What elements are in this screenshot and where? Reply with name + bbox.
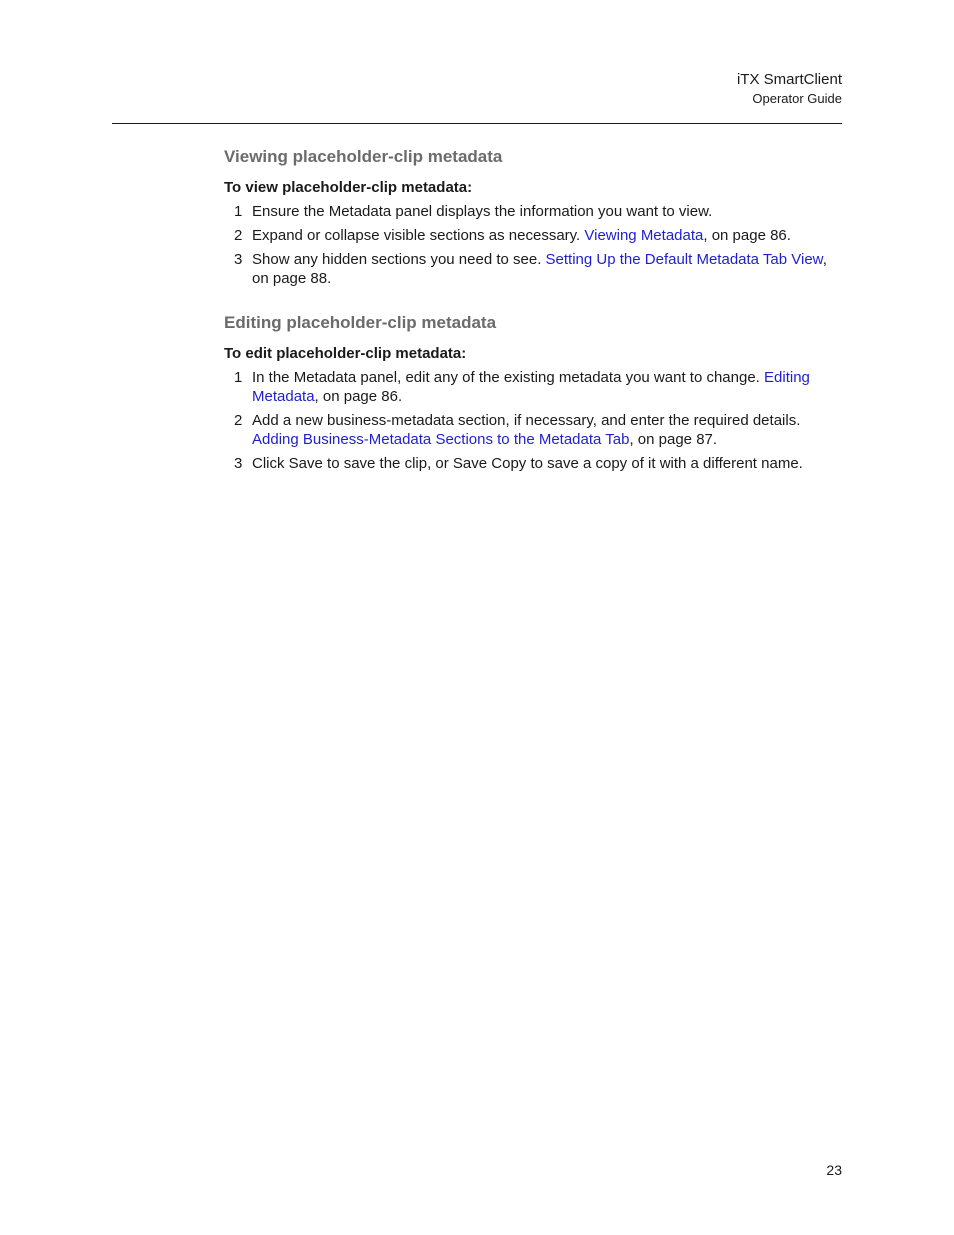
step-text-after: , on page 87. — [629, 431, 718, 448]
page-header — [737, 70, 842, 108]
step-text-after: , on page 88. — [252, 251, 827, 287]
step-text-after: , on page 86. — [314, 388, 403, 405]
step-number: 1 — [234, 369, 243, 386]
step-item — [224, 368, 842, 406]
header-rule — [112, 123, 842, 124]
step-text: Expand or collapse visible sections as necessary. — [252, 227, 585, 244]
step-number: 2 — [234, 412, 243, 429]
step-item — [224, 454, 842, 473]
section-viewing — [224, 145, 842, 288]
step-list — [224, 202, 842, 288]
step-text: In the Metadata panel, edit any of the existing metadata you want to change. — [252, 369, 765, 386]
step-item — [224, 411, 842, 449]
page-number: 23 — [826, 1162, 842, 1178]
link-default-metadata-tab-view[interactable]: Setting Up the Default Metadata Tab View — [545, 251, 823, 268]
step-number: 3 — [234, 455, 243, 472]
section-editing — [224, 311, 842, 473]
step-list — [224, 368, 842, 473]
step-item — [224, 226, 842, 245]
step-text: Show any hidden sections you need to see. — [252, 251, 546, 268]
guide-name: Operator Guide — [752, 91, 842, 106]
link-adding-business-metadata[interactable]: Adding Business-Metadata Sections to the Metadata Tab — [252, 431, 630, 448]
step-text-after: , on page 86. — [703, 227, 791, 244]
link-editing-metadata[interactable]: Editing Metadata — [252, 369, 810, 405]
section-title: Editing placeholder-clip metadata — [224, 313, 497, 332]
product-name: iTX SmartClient — [736, 71, 842, 88]
main-content — [224, 145, 842, 478]
step-item — [224, 250, 842, 288]
section-title: Viewing placeholder-clip metadata — [224, 147, 503, 166]
step-text: Click Save to save the clip, or Save Copy to save a copy of it with a different name. — [252, 455, 803, 472]
step-text: Ensure the Metadata panel displays the information you want to view. — [252, 203, 713, 220]
step-text: Add a new business-metadata section, if necessary, and enter the required details. — [252, 412, 801, 429]
step-item — [224, 202, 842, 221]
step-number: 3 — [234, 251, 243, 268]
procedure-title: To view placeholder-clip metadata: — [224, 179, 473, 196]
link-viewing-metadata[interactable]: Viewing Metadata — [584, 227, 704, 244]
procedure-title: To edit placeholder-clip metadata: — [224, 345, 467, 362]
step-number: 2 — [234, 227, 243, 244]
step-number: 1 — [234, 203, 243, 220]
